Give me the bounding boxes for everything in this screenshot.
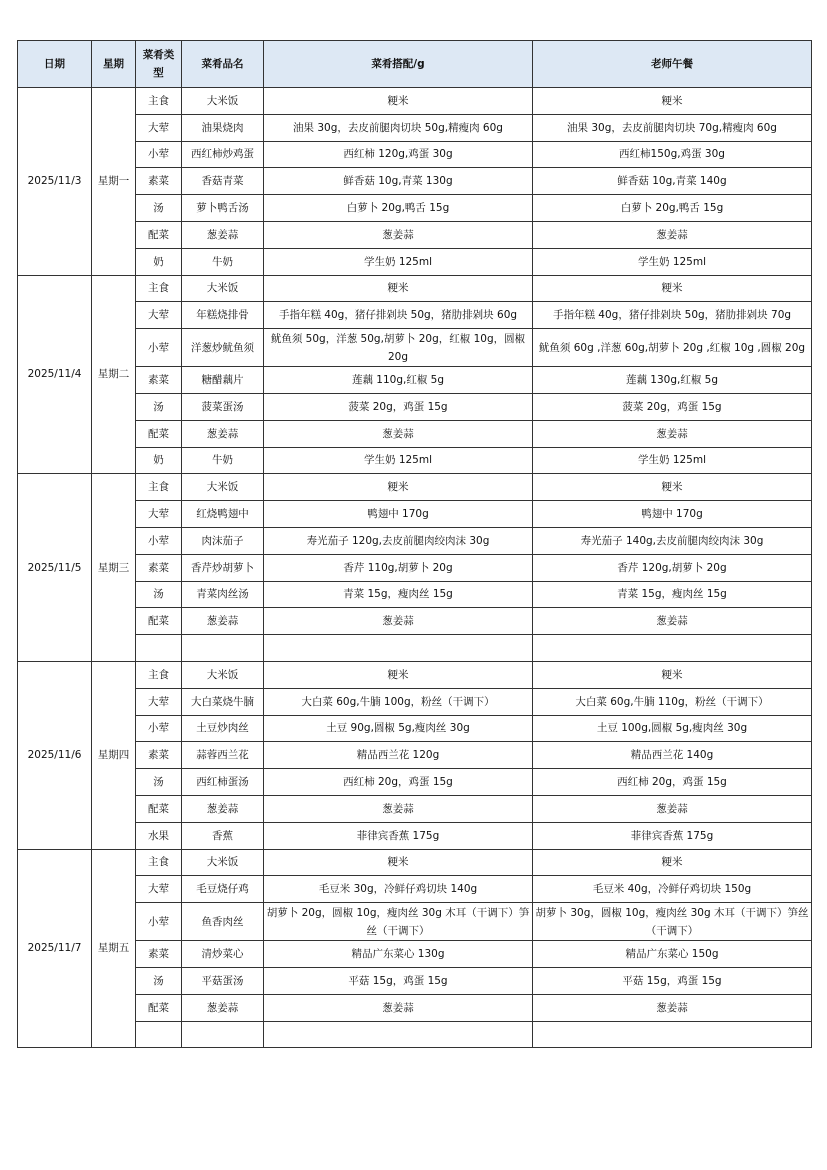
menu-row bbox=[18, 581, 812, 608]
teacher-lunch-cell: 寿光茄子 140g,去皮前腿肉绞肉沫 30g bbox=[533, 527, 812, 554]
ingredients-cell: 葱姜蒜 bbox=[264, 795, 533, 822]
dish-type-cell: 配菜 bbox=[136, 420, 182, 447]
header-weekday: 星期 bbox=[92, 41, 136, 88]
teacher-lunch-cell: 莲藕 130g,红椒 5g bbox=[533, 367, 812, 394]
teacher-lunch-cell: 葱姜蒜 bbox=[533, 994, 812, 1021]
menu-row bbox=[18, 474, 812, 501]
dish-type-cell: 汤 bbox=[136, 967, 182, 994]
teacher-lunch-cell: 粳米 bbox=[533, 849, 812, 876]
teacher-lunch-cell: 胡萝卜 30g，圆椒 10g，瘦肉丝 30g 木耳（干调下）笋丝（干调下） bbox=[533, 903, 812, 941]
header-teacher-lunch: 老师午餐 bbox=[533, 41, 812, 88]
menu-row bbox=[18, 275, 812, 302]
dish-type-cell: 大荤 bbox=[136, 876, 182, 903]
teacher-lunch-cell: 精品西兰花 140g bbox=[533, 742, 812, 769]
dish-type-cell: 素菜 bbox=[136, 168, 182, 195]
ingredients-cell: 鱿鱼须 50g，洋葱 50g,胡萝卜 20g，红椒 10g，圆椒 20g bbox=[264, 329, 533, 367]
dish-type-cell: 奶 bbox=[136, 447, 182, 474]
menu-row bbox=[18, 329, 812, 367]
header-dish-type: 菜肴类型 bbox=[136, 41, 182, 88]
ingredients-cell: 葱姜蒜 bbox=[264, 221, 533, 248]
menu-row bbox=[18, 141, 812, 168]
teacher-lunch-cell bbox=[533, 1021, 812, 1048]
dish-name-cell: 菠菜蛋汤 bbox=[182, 393, 264, 420]
teacher-lunch-cell: 白萝卜 20g,鸭舌 15g bbox=[533, 195, 812, 222]
ingredients-cell: 手指年糕 40g，猪仔排剁块 50g，猪肋排剁块 60g bbox=[264, 302, 533, 329]
dish-type-cell: 汤 bbox=[136, 581, 182, 608]
day-weekday: 星期一 bbox=[92, 88, 136, 276]
dish-name-cell: 糖醋藕片 bbox=[182, 367, 264, 394]
day-date: 2025/11/4 bbox=[18, 275, 92, 474]
dish-type-cell: 小荤 bbox=[136, 329, 182, 367]
ingredients-cell: 毛豆米 30g，冷鲜仔鸡切块 140g bbox=[264, 876, 533, 903]
menu-row bbox=[18, 715, 812, 742]
dish-name-cell: 土豆炒肉丝 bbox=[182, 715, 264, 742]
dish-name-cell: 葱姜蒜 bbox=[182, 994, 264, 1021]
ingredients-cell: 寿光茄子 120g,去皮前腿肉绞肉沫 30g bbox=[264, 527, 533, 554]
dish-name-cell: 葱姜蒜 bbox=[182, 420, 264, 447]
teacher-lunch-cell: 葱姜蒜 bbox=[533, 420, 812, 447]
ingredients-cell bbox=[264, 1021, 533, 1048]
teacher-lunch-cell: 西红柿150g,鸡蛋 30g bbox=[533, 141, 812, 168]
menu-row bbox=[18, 849, 812, 876]
dish-type-cell: 水果 bbox=[136, 822, 182, 849]
dish-name-cell: 大米饭 bbox=[182, 661, 264, 688]
teacher-lunch-cell: 粳米 bbox=[533, 474, 812, 501]
teacher-lunch-cell: 菠菜 20g，鸡蛋 15g bbox=[533, 393, 812, 420]
ingredients-cell: 莲藕 110g,红椒 5g bbox=[264, 367, 533, 394]
day-weekday: 星期四 bbox=[92, 661, 136, 849]
ingredients-cell: 粳米 bbox=[264, 661, 533, 688]
dish-type-cell: 主食 bbox=[136, 661, 182, 688]
dish-type-cell: 汤 bbox=[136, 769, 182, 796]
menu-row bbox=[18, 420, 812, 447]
menu-row bbox=[18, 501, 812, 528]
menu-row bbox=[18, 367, 812, 394]
dish-type-cell: 小荤 bbox=[136, 527, 182, 554]
dish-name-cell: 牛奶 bbox=[182, 248, 264, 275]
dish-name-cell: 大米饭 bbox=[182, 849, 264, 876]
ingredients-cell: 白萝卜 20g,鸭舌 15g bbox=[264, 195, 533, 222]
dish-name-cell: 油果烧肉 bbox=[182, 114, 264, 141]
dish-name-cell: 大白菜烧牛腩 bbox=[182, 688, 264, 715]
ingredients-cell bbox=[264, 635, 533, 662]
ingredients-cell: 鸭翅中 170g bbox=[264, 501, 533, 528]
ingredients-cell: 青菜 15g，瘦肉丝 15g bbox=[264, 581, 533, 608]
ingredients-cell: 土豆 90g,圆椒 5g,瘦肉丝 30g bbox=[264, 715, 533, 742]
header-dish-name: 菜肴品名 bbox=[182, 41, 264, 88]
dish-type-cell: 小荤 bbox=[136, 903, 182, 941]
dish-name-cell: 清炒菜心 bbox=[182, 941, 264, 968]
dish-type-cell: 大荤 bbox=[136, 688, 182, 715]
dish-name-cell: 萝卜鸭舌汤 bbox=[182, 195, 264, 222]
ingredients-cell: 学生奶 125ml bbox=[264, 447, 533, 474]
teacher-lunch-cell: 菲律宾香蕉 175g bbox=[533, 822, 812, 849]
menu-row bbox=[18, 302, 812, 329]
dish-name-cell: 青菜肉丝汤 bbox=[182, 581, 264, 608]
teacher-lunch-cell: 葱姜蒜 bbox=[533, 608, 812, 635]
menu-row bbox=[18, 661, 812, 688]
menu-row bbox=[18, 527, 812, 554]
dish-type-cell: 汤 bbox=[136, 195, 182, 222]
menu-row bbox=[18, 769, 812, 796]
dish-type-cell: 主食 bbox=[136, 275, 182, 302]
dish-name-cell: 大米饭 bbox=[182, 474, 264, 501]
dish-name-cell: 葱姜蒜 bbox=[182, 795, 264, 822]
teacher-lunch-cell: 鱿鱼须 60g ,洋葱 60g,胡萝卜 20g ,红椒 10g ,圆椒 20g bbox=[533, 329, 812, 367]
dish-type-cell: 主食 bbox=[136, 474, 182, 501]
dish-name-cell: 毛豆烧仔鸡 bbox=[182, 876, 264, 903]
dish-type-cell: 汤 bbox=[136, 393, 182, 420]
menu-body bbox=[18, 88, 812, 1048]
menu-row bbox=[18, 88, 812, 115]
menu-row bbox=[18, 994, 812, 1021]
dish-type-cell: 大荤 bbox=[136, 501, 182, 528]
teacher-lunch-cell: 学生奶 125ml bbox=[533, 447, 812, 474]
menu-row bbox=[18, 221, 812, 248]
dish-name-cell: 肉沫茄子 bbox=[182, 527, 264, 554]
dish-name-cell: 香芹炒胡萝卜 bbox=[182, 554, 264, 581]
dish-type-cell: 主食 bbox=[136, 88, 182, 115]
dish-name-cell: 红烧鸭翅中 bbox=[182, 501, 264, 528]
ingredients-cell: 胡萝卜 20g，圆椒 10g，瘦肉丝 30g 木耳（干调下）笋丝（干调下） bbox=[264, 903, 533, 941]
dish-type-cell bbox=[136, 635, 182, 662]
teacher-lunch-cell: 学生奶 125ml bbox=[533, 248, 812, 275]
dish-type-cell bbox=[136, 1021, 182, 1048]
day-weekday: 星期五 bbox=[92, 849, 136, 1048]
ingredients-cell: 平菇 15g，鸡蛋 15g bbox=[264, 967, 533, 994]
teacher-lunch-cell: 粳米 bbox=[533, 275, 812, 302]
dish-type-cell: 小荤 bbox=[136, 715, 182, 742]
ingredients-cell: 葱姜蒜 bbox=[264, 994, 533, 1021]
dish-type-cell: 素菜 bbox=[136, 554, 182, 581]
ingredients-cell: 葱姜蒜 bbox=[264, 608, 533, 635]
teacher-lunch-cell: 粳米 bbox=[533, 661, 812, 688]
dish-name-cell: 西红柿炒鸡蛋 bbox=[182, 141, 264, 168]
menu-row bbox=[18, 635, 812, 662]
dish-type-cell: 配菜 bbox=[136, 795, 182, 822]
teacher-lunch-cell: 西红柿 20g，鸡蛋 15g bbox=[533, 769, 812, 796]
header-row bbox=[18, 41, 812, 88]
ingredients-cell: 精品西兰花 120g bbox=[264, 742, 533, 769]
weekly-menu-table bbox=[17, 40, 812, 1048]
dish-name-cell: 西红柿蛋汤 bbox=[182, 769, 264, 796]
dish-type-cell: 素菜 bbox=[136, 367, 182, 394]
day-date: 2025/11/7 bbox=[18, 849, 92, 1048]
ingredients-cell: 鲜香菇 10g,青菜 130g bbox=[264, 168, 533, 195]
dish-type-cell: 素菜 bbox=[136, 941, 182, 968]
day-weekday: 星期二 bbox=[92, 275, 136, 474]
teacher-lunch-cell: 青菜 15g，瘦肉丝 15g bbox=[533, 581, 812, 608]
dish-type-cell: 主食 bbox=[136, 849, 182, 876]
menu-row bbox=[18, 114, 812, 141]
dish-type-cell: 配菜 bbox=[136, 994, 182, 1021]
ingredients-cell: 精品广东菜心 130g bbox=[264, 941, 533, 968]
menu-row bbox=[18, 447, 812, 474]
dish-name-cell: 葱姜蒜 bbox=[182, 221, 264, 248]
ingredients-cell: 学生奶 125ml bbox=[264, 248, 533, 275]
header-ingredients: 菜肴搭配/g bbox=[264, 41, 533, 88]
teacher-lunch-cell bbox=[533, 635, 812, 662]
teacher-lunch-cell: 粳米 bbox=[533, 88, 812, 115]
dish-name-cell: 葱姜蒜 bbox=[182, 608, 264, 635]
ingredients-cell: 菲律宾香蕉 175g bbox=[264, 822, 533, 849]
dish-type-cell: 大荤 bbox=[136, 114, 182, 141]
menu-row bbox=[18, 554, 812, 581]
menu-row bbox=[18, 742, 812, 769]
dish-name-cell: 洋葱炒鱿鱼须 bbox=[182, 329, 264, 367]
teacher-lunch-cell: 葱姜蒜 bbox=[533, 221, 812, 248]
day-weekday: 星期三 bbox=[92, 474, 136, 662]
dish-type-cell: 大荤 bbox=[136, 302, 182, 329]
teacher-lunch-cell: 平菇 15g，鸡蛋 15g bbox=[533, 967, 812, 994]
header-date: 日期 bbox=[18, 41, 92, 88]
menu-row bbox=[18, 795, 812, 822]
day-date: 2025/11/5 bbox=[18, 474, 92, 662]
menu-row bbox=[18, 248, 812, 275]
ingredients-cell: 粳米 bbox=[264, 474, 533, 501]
ingredients-cell: 菠菜 20g，鸡蛋 15g bbox=[264, 393, 533, 420]
dish-name-cell bbox=[182, 635, 264, 662]
dish-name-cell: 年糕烧排骨 bbox=[182, 302, 264, 329]
menu-row bbox=[18, 967, 812, 994]
dish-name-cell: 蒜蓉西兰花 bbox=[182, 742, 264, 769]
ingredients-cell: 西红柿 120g,鸡蛋 30g bbox=[264, 141, 533, 168]
dish-type-cell: 配菜 bbox=[136, 608, 182, 635]
ingredients-cell: 粳米 bbox=[264, 275, 533, 302]
dish-name-cell: 香菇青菜 bbox=[182, 168, 264, 195]
teacher-lunch-cell: 香芹 120g,胡萝卜 20g bbox=[533, 554, 812, 581]
teacher-lunch-cell: 鸭翅中 170g bbox=[533, 501, 812, 528]
dish-type-cell: 奶 bbox=[136, 248, 182, 275]
teacher-lunch-cell: 土豆 100g,圆椒 5g,瘦肉丝 30g bbox=[533, 715, 812, 742]
menu-row bbox=[18, 1021, 812, 1048]
dish-name-cell: 香蕉 bbox=[182, 822, 264, 849]
teacher-lunch-cell: 毛豆米 40g，冷鲜仔鸡切块 150g bbox=[533, 876, 812, 903]
menu-row bbox=[18, 393, 812, 420]
menu-row bbox=[18, 195, 812, 222]
dish-name-cell: 平菇蛋汤 bbox=[182, 967, 264, 994]
menu-row bbox=[18, 941, 812, 968]
teacher-lunch-cell: 精品广东菜心 150g bbox=[533, 941, 812, 968]
ingredients-cell: 大白菜 60g,牛腩 100g，粉丝（干调下） bbox=[264, 688, 533, 715]
dish-name-cell: 大米饭 bbox=[182, 88, 264, 115]
ingredients-cell: 西红柿 20g，鸡蛋 15g bbox=[264, 769, 533, 796]
menu-row bbox=[18, 688, 812, 715]
teacher-lunch-cell: 油果 30g，去皮前腿肉切块 70g,精瘦肉 60g bbox=[533, 114, 812, 141]
teacher-lunch-cell: 大白菜 60g,牛腩 110g，粉丝（干调下） bbox=[533, 688, 812, 715]
menu-row bbox=[18, 608, 812, 635]
dish-name-cell bbox=[182, 1021, 264, 1048]
menu-row bbox=[18, 168, 812, 195]
menu-row bbox=[18, 876, 812, 903]
dish-type-cell: 小荤 bbox=[136, 141, 182, 168]
teacher-lunch-cell: 鲜香菇 10g,青菜 140g bbox=[533, 168, 812, 195]
dish-type-cell: 配菜 bbox=[136, 221, 182, 248]
day-date: 2025/11/3 bbox=[18, 88, 92, 276]
ingredients-cell: 油果 30g，去皮前腿肉切块 50g,精瘦肉 60g bbox=[264, 114, 533, 141]
ingredients-cell: 葱姜蒜 bbox=[264, 420, 533, 447]
dish-name-cell: 鱼香肉丝 bbox=[182, 903, 264, 941]
menu-row bbox=[18, 822, 812, 849]
ingredients-cell: 香芹 110g,胡萝卜 20g bbox=[264, 554, 533, 581]
teacher-lunch-cell: 手指年糕 40g，猪仔排剁块 50g，猪肋排剁块 70g bbox=[533, 302, 812, 329]
day-date: 2025/11/6 bbox=[18, 661, 92, 849]
ingredients-cell: 粳米 bbox=[264, 849, 533, 876]
menu-row bbox=[18, 903, 812, 941]
dish-name-cell: 牛奶 bbox=[182, 447, 264, 474]
dish-type-cell: 素菜 bbox=[136, 742, 182, 769]
ingredients-cell: 粳米 bbox=[264, 88, 533, 115]
dish-name-cell: 大米饭 bbox=[182, 275, 264, 302]
teacher-lunch-cell: 葱姜蒜 bbox=[533, 795, 812, 822]
